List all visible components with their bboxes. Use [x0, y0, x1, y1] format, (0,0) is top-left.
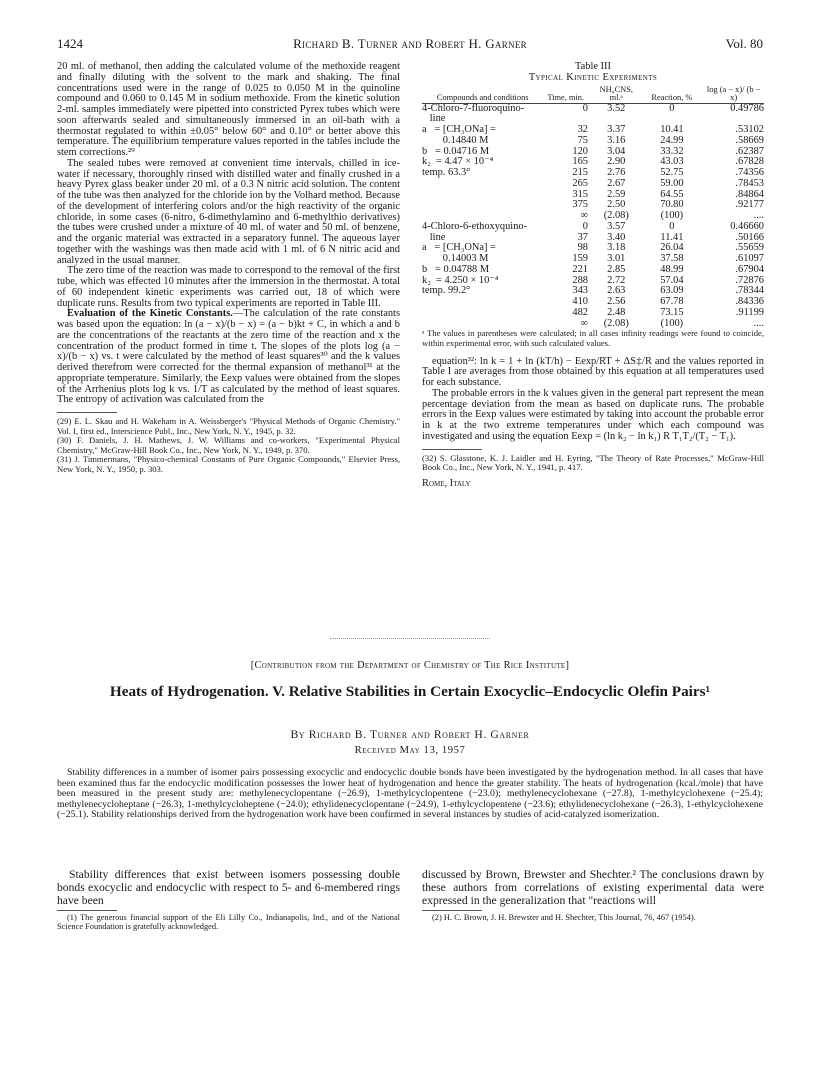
- signoff-location: Rome, Italy: [422, 477, 471, 489]
- table-cell: 0.49786: [730, 102, 764, 114]
- table-row: [422, 286, 764, 297]
- table-cell: 10.41: [660, 124, 684, 136]
- table-cell: .91199: [735, 306, 764, 318]
- table-cell: ∞: [580, 317, 588, 329]
- column-header: Reaction, %: [651, 93, 693, 103]
- table-cell: .62387: [735, 145, 764, 157]
- table-cell: 0: [669, 220, 675, 232]
- table-cell: 0: [582, 220, 588, 232]
- table-cell: 3.57: [607, 220, 626, 232]
- table-cell: (100): [660, 317, 684, 329]
- paragraph: The probable errors in the k values given in the general part represent the mean percentage deviation from the mean as based on duplicate runs. The probable errors in the Eexp values were estimated by taking into account the probable error in k at the two extreme temperatures under which each compound was investigated and using the equation Eexp = (ln k₂ − ln k₁) R T₁T₂/(T₂ − T₁).: [422, 387, 764, 442]
- table-cell: .55659: [735, 242, 764, 254]
- table-cell: .78453: [735, 177, 764, 189]
- table-cell: .58669: [735, 134, 764, 146]
- table-cell: 63.09: [660, 285, 684, 297]
- footnote: (2) H. C. Brown, J. H. Brewster and H. Shechter, This Journal, 76, 467 (1954).: [432, 913, 696, 922]
- paragraph-text: —The calculation of the rate constants was based upon the equation: ln (a − x)/(b − x) = (a − b)kt + C, in which a and b are the concentrations of the reactants at the zero time of the reaction and x the concentration of the product formed in time t. The slopes of the plots log (a − x)/(b − x) vs. t were calculated by the method of least squares³⁰ and the k values derived therefrom were corrected for the thermal expansion of methanol³¹ at the appropriate temperature. Similarly, the Eexp values were obtained from the slopes of the Arrhenius plots log k vs. 1/T as calculated by the method of least squares. The entropy of activation was calculated from the: [57, 308, 400, 406]
- paragraph: discussed by Brown, Brewster and Shechter.² The conclusions drawn by these authors from correlations of existing experimental data were expressed in the generalization that "reactions will: [422, 868, 764, 907]
- paragraph: Stability differences that exist between isomers possessing double bonds exocyclic and endocyclic with respect to 5- and 6-membered rings have been: [57, 868, 400, 907]
- article-body-right: [422, 868, 764, 922]
- table-cell: 98: [577, 242, 588, 254]
- table-row: [422, 222, 764, 233]
- table-label: Table III: [575, 61, 611, 72]
- table-cell: 343: [572, 285, 588, 297]
- received-date: Received May 13, 1957: [354, 745, 466, 756]
- table-cell: k₂ = 4.47 × 10⁻⁴: [422, 156, 494, 168]
- table-cell: .67904: [735, 263, 764, 275]
- article-body-left: [57, 868, 400, 931]
- table-body: [422, 103, 764, 329]
- column-header: Compounds and conditions: [436, 93, 529, 103]
- table-cell: 70.80: [660, 199, 684, 211]
- footnote-rule: [57, 910, 117, 911]
- footnote: (30) F. Daniels, J. H. Mathews, J. W. Williams and co-workers, "Experimental Physical Chemistry," McGraw-Hill Book Co., Inc., New York, N. Y., 1949, p. 370.: [57, 435, 400, 455]
- table-cell: [422, 190, 543, 201]
- table-cell: .78344: [735, 285, 764, 297]
- table-cell: b = 0.04788 M: [422, 263, 490, 275]
- table-cell: .61097: [735, 253, 764, 265]
- article-title: Heats of Hydrogenation. V. Relative Stabilities in Certain Exocyclic–Endocyclic Olefin Pairs¹: [109, 683, 711, 700]
- table-cell: (2.08): [603, 210, 629, 222]
- table-cell: 120: [572, 145, 588, 157]
- table-cell: 0: [669, 102, 675, 114]
- right-column: [422, 62, 764, 490]
- column-header: log (a − x)/ (b − x): [706, 84, 761, 103]
- paragraph: 20 ml. of methanol, then adding the calculated volume of the methoxide reagent and finally diluting with the solvent to the mark and shaking. The final concentrations used were in the range of 0.025 to 0.050 M in the quinoline compound and 0.060 to 0.145 M in sodium methoxide. From the kinetic solution 2-ml. samples immediately were pipetted into constricted Pyrex tubes which were soon afterwards sealed and simultaneously immersed in an oil-bath with a thermostat regulated to within ±0.05° below 60° and 0.10° or better above this temperature. The equilibrium temperature values reported in the tables include the stem corrections.²⁹: [57, 61, 400, 158]
- table-cell: 73.15: [660, 306, 684, 318]
- left-column: [57, 62, 400, 475]
- volume-label: Vol. 80: [725, 36, 763, 51]
- table-cell: 288: [572, 274, 588, 286]
- table-row: [422, 190, 764, 201]
- table-cell: 32: [577, 124, 588, 136]
- table-cell: 3.16: [607, 134, 626, 146]
- table-cell: [422, 200, 543, 211]
- table-cell: 59.00: [660, 177, 684, 189]
- table-cell: 2.72: [607, 274, 626, 286]
- table-cell: 315: [572, 188, 588, 200]
- table-cell: 159: [572, 253, 588, 265]
- table-row: [422, 168, 764, 179]
- table-cell: 2.56: [607, 296, 626, 308]
- table-cell: 3.01: [607, 253, 626, 265]
- table-row: [422, 179, 764, 190]
- column-header: Time, min.: [547, 93, 585, 103]
- paragraph: [57, 309, 400, 406]
- running-title: Richard B. Turner and Robert H. Garner: [293, 36, 527, 51]
- contribution-line: [Contribution from the Department of Chemistry of The Rice Institute]: [250, 660, 570, 671]
- table-cell: .72876: [735, 274, 764, 286]
- paragraph: equation³²: ln k = 1 + ln (kT/h) − Eexp/RT + ΔS‡/R and the values reported in Table I are averages from those obtained by this equation at all temperatures used for each substance.: [422, 355, 764, 389]
- table-cell: 0.46660: [730, 220, 764, 232]
- table-cell: 48.99: [660, 263, 684, 275]
- table-row: [422, 276, 764, 287]
- table-row: [422, 200, 764, 211]
- table-cell: 0.14840 M: [422, 134, 489, 146]
- table-cell: 37: [577, 231, 588, 243]
- table-cell: k₂ = 4.250 × 10⁻⁴: [422, 274, 499, 286]
- table-footnote: ᵃ The values in parentheses were calculated; in all cases infinity readings were found to coincide, within experimental error, with such calculated values.: [422, 328, 764, 349]
- table-cell: 57.04: [660, 274, 684, 286]
- table-cell: [422, 308, 543, 319]
- table-cell: .84336: [735, 296, 764, 308]
- table-cell: 2.76: [607, 167, 626, 179]
- table-row: [422, 297, 764, 308]
- footnote: (1) The generous financial support of the Eli Lilly Co., Indianapolis, Ind., and of the National Science Foundation is gratefully acknowledged.: [57, 913, 400, 932]
- table-cell: 3.52: [607, 102, 626, 114]
- column-header: NH₄CNS, ml.ᵃ: [599, 84, 633, 103]
- table-cell: 43.03: [660, 156, 684, 168]
- table-cell: [422, 297, 543, 308]
- table-cell: line: [422, 113, 446, 125]
- footnote: (31) J. Timmermans, "Physico-chemical Constants of Pure Organic Compounds," Elsevier Press, New York, N. Y., 1950, p. 303.: [57, 454, 400, 474]
- table-row: [422, 308, 764, 319]
- table-cell: 410: [572, 296, 588, 308]
- article-separator: [330, 638, 490, 639]
- table-cell: 2.59: [607, 188, 626, 200]
- table-cell: 265: [572, 177, 588, 189]
- table-cell: 375: [572, 199, 588, 211]
- paragraph: The zero time of the reaction was made to correspond to the removal of the first tube, which was effected 10 minutes after the immersion in the thermostat. A total of 60 independent kinetic experiments was carried out, 18 of which were duplicate runs. Results from two typical experiments are reported in Table III.: [57, 265, 400, 309]
- kinetic-table: [422, 86, 764, 330]
- table-row: [422, 103, 764, 114]
- table-cell: b = 0.04716 M: [422, 145, 490, 157]
- table-cell: 26.04: [660, 242, 684, 254]
- footnote-rule: [422, 910, 482, 911]
- footnote: (29) E. L. Skau and H. Wakeham in A. Weissberger's "Physical Methods of Organic Chemistry." Vol. I, first ed., Interscience Publ., Inc., New York, N. Y., 1945, p. 32.: [57, 416, 400, 436]
- table-cell: 3.04: [607, 145, 626, 157]
- table-cell: .92177: [735, 199, 764, 211]
- table-cell: .50166: [735, 231, 764, 243]
- table-cell: 11.41: [660, 231, 684, 243]
- table-cell: 37.58: [660, 253, 684, 265]
- footnote: (32) S. Glasstone, K. J. Laidler and H. Eyring, "The Theory of Rate Processes," McGraw-Hill Book Co., Inc., New York, N. Y., 1941, p. 417.: [422, 452, 764, 473]
- table-cell: ∞: [580, 210, 588, 222]
- table-cell: 3.18: [607, 242, 626, 254]
- byline: By Richard B. Turner and Robert H. Garner: [290, 728, 530, 741]
- table-cell: 64.55: [660, 188, 684, 200]
- table-cell: 2.67: [607, 177, 626, 189]
- table-cell: ....: [753, 317, 764, 329]
- table-cell: temp. 63.3°: [422, 167, 471, 179]
- table-cell: 0: [582, 102, 588, 114]
- abstract: Stability differences in a number of isomer pairs possessing exocyclic and endocyclic double bonds have been investigated by the hydrogenation method. In all cases that have been examined thus far the endocyclic modification possesses the lower heat of hydrogenation and hence the greater stability. The heats of hydrogenation (kcal./mole) that have been measured in the present study are: methylenecyclopentane (−26.9), 1-methylcyclopentene (−23.0); methylenecyclohexane (−27.8), 1-methylcyclohexene (−25.4); methylenecycloheptane (−26.3), 1-methylcycloheptene (−24.0); ethylidenecyclopentane (−24.9), 1-ethylcyclopentene (−23.6); ethylidenecyclohexane (−26.3), 1-ethylcyclohexene (−25.1). Stability relationships derived from the hydrogenation work have been confirmed in several instances by studies of acid-catalyzed isomerization.: [57, 767, 763, 821]
- table-cell: 2.50: [607, 199, 626, 211]
- table-cell: 2.90: [607, 156, 626, 168]
- table-cell: 165: [572, 156, 588, 168]
- table-cell: 3.40: [607, 231, 626, 243]
- table-cell: 52.75: [660, 167, 684, 179]
- table-cell: [422, 179, 543, 190]
- table-cell: 75: [577, 134, 588, 146]
- table-cell: .74356: [735, 167, 764, 179]
- table-row: [422, 157, 764, 168]
- table-cell: 24.99: [660, 134, 684, 146]
- table-cell: 0.14003 M: [422, 253, 489, 265]
- footnote-rule: [422, 449, 482, 450]
- table-cell: 4-Chloro-7-fluoroquino-: [422, 102, 525, 114]
- table-cell: a = [CH₃ONa] =: [422, 124, 496, 136]
- table-cell: 33.32: [660, 145, 684, 157]
- table-cell: ....: [753, 210, 764, 222]
- table-cell: temp. 99.2°: [422, 285, 471, 297]
- table-cell: 3.37: [607, 124, 626, 136]
- paragraph: The sealed tubes were removed at convenient time intervals, chilled in ice-water if necessary, thoroughly rinsed with distilled water and finally crushed in a heavy Pyrex glass beaker under 20 ml. of a 0.3 N nitric acid solution. The content of the tube was then analyzed for the chloride ion by the Volhard method. Because of the development of interfering colors and/or the high reactivity of the organic chloride, in some cases (6-nitro, 6-dimethylamino and 6-methylthio derivatives) the tubes were crushed under a mixture of 40 ml. of water and 50 ml. of benzene, and the organic material was extracted in a separatory funnel. The aqueous layer together with the washings was then made acid with 1 ml. of 6 N nitric acid and analyzed in the usual manner.: [57, 157, 400, 266]
- table-cell: (2.08): [603, 317, 629, 329]
- table-cell: a = [CH₃ONa] =: [422, 242, 496, 254]
- table-cell: 67.78: [660, 296, 684, 308]
- table-cell: .84864: [735, 188, 764, 200]
- section-heading: Evaluation of the Kinetic Constants.: [67, 308, 233, 320]
- table-cell: .53102: [735, 124, 764, 136]
- table-title: Typical Kinetic Experiments: [528, 71, 658, 83]
- table-cell: 4-Chloro-6-ethoxyquino-: [422, 220, 528, 232]
- table-cell: (100): [660, 210, 684, 222]
- footnote-rule: [57, 412, 117, 413]
- table-cell: 2.63: [607, 285, 626, 297]
- table-cell: 2.48: [607, 306, 626, 318]
- table-cell: line: [422, 231, 446, 243]
- table-cell: 221: [572, 263, 588, 275]
- table-cell: 215: [572, 167, 588, 179]
- table-cell: 2.85: [607, 263, 626, 275]
- page-number: 1424: [57, 36, 83, 51]
- table-cell: .67828: [735, 156, 764, 168]
- table-cell: 482: [572, 306, 588, 318]
